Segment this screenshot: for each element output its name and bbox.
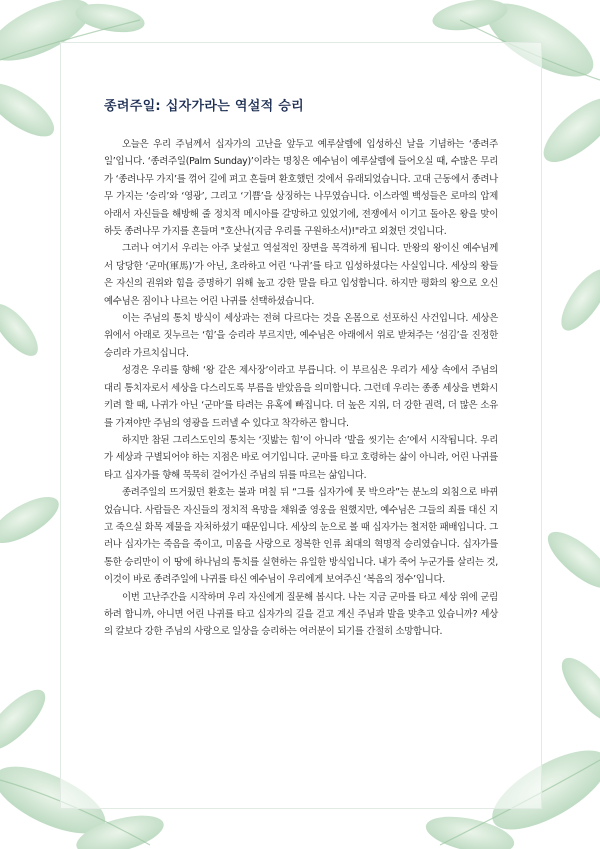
paragraph: 종려주일의 뜨거웠던 환호는 불과 며칠 뒤 “그를 십자가에 못 박으라”는 분노의 외침으로 바뀌었습니다. 사람들은 자신들의 정치적 욕망을 채워줄 영웅을 원했지만, 예수님은 그들의 죄를 대신 지고 죽으실 화목 제물을 자처하셨기 때문입니다. 세상의 눈으로 볼 때 십자가는 철저한 패배입니다. 그러나 십자가는 죽음을 죽이고, 미움을 사랑으로 정복한 인류 최대의 혁명적 승리였습니다. 십자가를 통한 승리만이 이 땅에 하나님의 통치를 실현하는 유일한 방식입니다. 내가 죽어 누군가를 살리는 것, 이것이 바로 종려주일에 나귀를 타신 예수님이 우리에게 보여주신 ‘복음의 정수’입니다. (104, 487, 498, 586)
paragraph: 하지만 참된 그리스도인의 통치는 ‘짓밟는 힘’이 아니라 ‘발을 씻기는 손’에서 시작됩니다. 우리가 세상과 구별되어야 하는 지점은 바로 여기입니다. 군마를 타고 호령하는 삶이 아니라, 어린 나귀를 타고 십자가를 향해 묵묵히 걸어가신 주님의 뒤를 따르는 삶입니다. (104, 434, 498, 481)
paragraph: 그러나 여기서 우리는 아주 낯설고 역설적인 장면을 목격하게 됩니다. 만왕의 왕이신 예수님께서 당당한 ‘군마(軍馬)’가 아닌, 초라하고 어린 ‘나귀’를 타고 입성하셨다는 사실입니다. 세상의 왕들은 자신의 권위와 힘을 증명하기 위해 높고 강한 말을 타고 입성합니다. 하지만 평화의 왕으로 오신 예수님은 짐이나 나르는 어린 나귀를 선택하셨습니다. (104, 243, 498, 307)
paragraph: 성경은 우리를 향해 ‘왕 같은 제사장’이라고 부릅니다. 이 부르심은 우리가 세상 속에서 주님의 대리 통치자로서 세상을 다스리도록 부름을 받았음을 의미합니다. 그런데 우리는 종종 세상을 변화시키려 할 때, 나귀가 아닌 ‘군마’를 타려는 유혹에 빠집니다. 더 높은 지위, 더 강한 권력, 더 많은 소유를 가져야만 주님의 영광을 드러낼 수 있다고 착각하곤 합니다. (104, 365, 498, 429)
page-title: 종려주일: 십자가라는 역설적 승리 (104, 99, 304, 114)
article-body (104, 136, 498, 641)
paragraph: 이는 주님의 통치 방식이 세상과는 전혀 다르다는 것을 온몸으로 선포하신 사건입니다. 세상은 위에서 아래로 짓누르는 ‘힘’을 승리라 부르지만, 예수님은 아래에서 위로 받쳐주는 ‘섬김’을 진정한 승리라 가르치십니다. (104, 313, 498, 359)
paragraph: 이번 고난주간을 시작하며 우리 자신에게 질문해 봅시다. 나는 지금 군마를 타고 세상 위에 군림하려 합니까, 아니면 어린 나귀를 타고 십자가의 길을 걷고 계신 주님과 발을 맞추고 있습니까? 세상의 칼보다 강한 주님의 사랑으로 일상을 승리하는 여러분이 되기를 간절히 소망합니다. (104, 591, 498, 638)
paragraph: 오늘은 우리 주님께서 십자가의 고난을 앞두고 예루살렘에 입성하신 날을 기념하는 ‘종려주일’입니다. ‘종려주일(Palm Sunday)’이라는 명칭은 예수님이 예루살렘에 들어오실 때, 수많은 무리가 ‘종려나무 가지’를 꺾어 길에 펴고 흔들며 환호했던 것에서 유래되었습니다. 고대 근동에서 종려나무 가지는 ‘승리’와 ‘영광’, 그리고 ‘기쁨’을 상징하는 나무였습니다. 이스라엘 백성들은 로마의 압제 아래서 자신들을 해방해 줄 정치적 메시아를 갈망하고 있었기에, 전쟁에서 이기고 돌아온 왕을 맞이하듯 종려나무 가지를 흔들며 "호산나(지금 우리를 구원하소서)!"라고 외쳤던 것입니다. (104, 139, 498, 238)
